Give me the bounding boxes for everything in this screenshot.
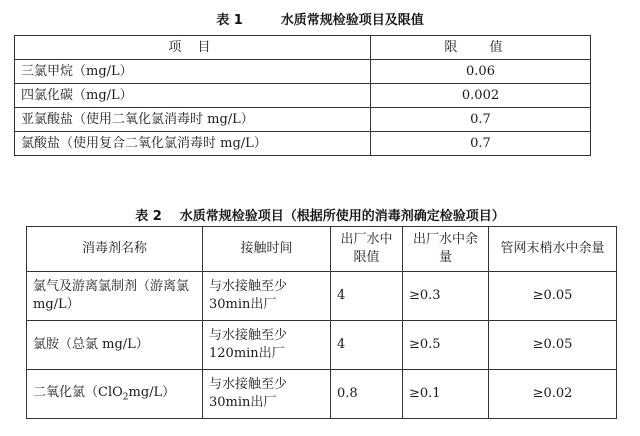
table1-header-row [15,36,591,60]
table2-cell-limit: 4 [331,272,403,321]
table-row [27,272,617,321]
table2-title: 水质常规检验项目（根据所使用的消毒剂确定检验项目） [179,209,505,224]
table-row [27,321,617,370]
table1-cell-value: 0.06 [371,60,591,84]
table1-cell-item: 三氯甲烷（mg/L） [15,60,371,84]
table1-cell-value: 0.7 [371,132,591,156]
table2-cell-residual: ≥0.5 [403,321,489,370]
table-row [15,60,591,84]
table2 [26,226,617,419]
table2-header-residual: 出厂水中余量 [403,227,489,272]
table2-header-row [27,227,617,272]
table-row [27,370,617,419]
table2-header-name: 消毒剂名称 [27,227,203,272]
chemical-subscript: 2 [122,392,129,403]
chemical-name-prefix: 二氧化氯（ClO [33,385,123,401]
chemical-name-suffix: mg/L） [128,385,176,401]
table2-cell-limit: 4 [331,321,403,370]
table2-cell-residual: ≥0.3 [403,272,489,321]
table2-cell-time: 与水接触至少30min出厂 [203,370,331,419]
table1-cell-value: 0.002 [371,84,591,108]
table2-cell-name: 氯胺（总氯 mg/L） [27,321,203,370]
table2-cell-network: ≥0.02 [489,370,617,419]
table1-cell-value: 0.7 [371,108,591,132]
table2-cell-limit: 0.8 [331,370,403,419]
table2-caption [0,205,640,224]
table-row [15,108,591,132]
table2-header-time: 接触时间 [203,227,331,272]
table1-title: 水质常规检验项目及限值 [280,13,424,28]
table2-cell-time: 与水接触至少30min出厂 [203,272,331,321]
table1-number: 表 1 [216,13,243,28]
table1-header-item: 项 目 [15,36,371,60]
table1 [14,35,591,156]
table1-cell-item: 四氯化碳（mg/L） [15,84,371,108]
table2-cell-residual: ≥0.1 [403,370,489,419]
table2-header-network: 管网末梢水中余量 [489,227,617,272]
table2-cell-name: 氯气及游离氯制剂（游离氯 mg/L） [27,272,203,321]
table1-cell-item: 亚氯酸盐（使用二氧化氯消毒时 mg/L） [15,108,371,132]
table2-header-limit: 出厂水中限值 [331,227,403,272]
table2-cell-name [27,370,203,419]
table2-cell-time: 与水接触至少120min出厂 [203,321,331,370]
table2-number: 表 2 [135,209,162,224]
table1-header-value: 限 值 [371,36,591,60]
table1-caption [0,9,640,28]
table1-cell-item: 氯酸盐（使用复合二氧化氯消毒时 mg/L） [15,132,371,156]
table-row [15,132,591,156]
table2-cell-network: ≥0.05 [489,321,617,370]
table2-cell-network: ≥0.05 [489,272,617,321]
table-row [15,84,591,108]
